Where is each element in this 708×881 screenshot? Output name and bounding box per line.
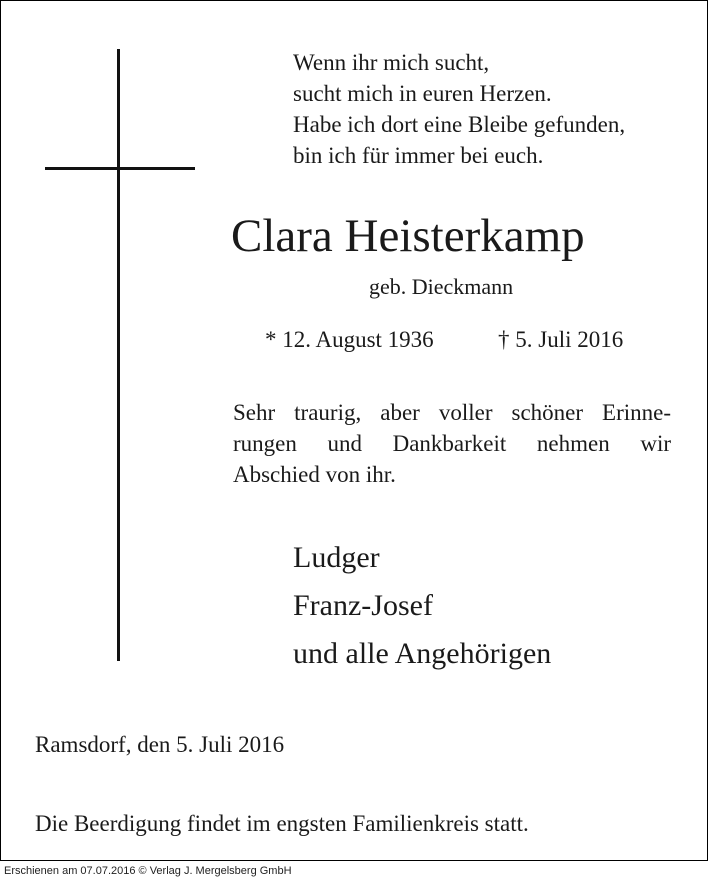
poem-line: Wenn ihr mich sucht, — [293, 50, 490, 75]
message-line: Abschied von ihr. — [233, 462, 396, 487]
memorial-poem — [293, 47, 625, 171]
mourner-name: Ludger — [293, 541, 380, 574]
death-date: † 5. Juli 2016 — [498, 327, 624, 352]
maiden-name: geb. Dieckmann — [369, 274, 514, 299]
publication-footer: Erschienen am 07.07.2016 © Verlag J. Mergelsberg GmbH — [4, 865, 292, 877]
mourner-name: und alle Angehörigen — [293, 637, 552, 670]
funeral-note: Die Beerdigung findet im engsten Familienkreis statt. — [35, 811, 529, 836]
mourners-list — [293, 534, 551, 678]
poem-line: Habe ich dort eine Bleibe gefunden, — [293, 112, 626, 137]
poem-line: sucht mich in euren Herzen. — [293, 81, 552, 106]
message-line: rungen und Dankbarkeit nehmen wir — [233, 431, 671, 456]
message-line: Sehr traurig, aber voller schöner Erinne- — [233, 400, 671, 425]
poem-line: bin ich für immer bei euch. — [293, 143, 544, 168]
mourner-name: Franz-Josef — [293, 589, 433, 622]
birth-date: * 12. August 1936 — [265, 327, 434, 352]
deceased-name: Clara Heisterkamp — [231, 210, 585, 262]
cross-icon-vertical-beam — [117, 49, 120, 661]
cross-icon-horizontal-beam — [45, 167, 195, 170]
farewell-message — [233, 397, 671, 490]
place-and-date: Ramsdorf, den 5. Juli 2016 — [35, 732, 285, 757]
